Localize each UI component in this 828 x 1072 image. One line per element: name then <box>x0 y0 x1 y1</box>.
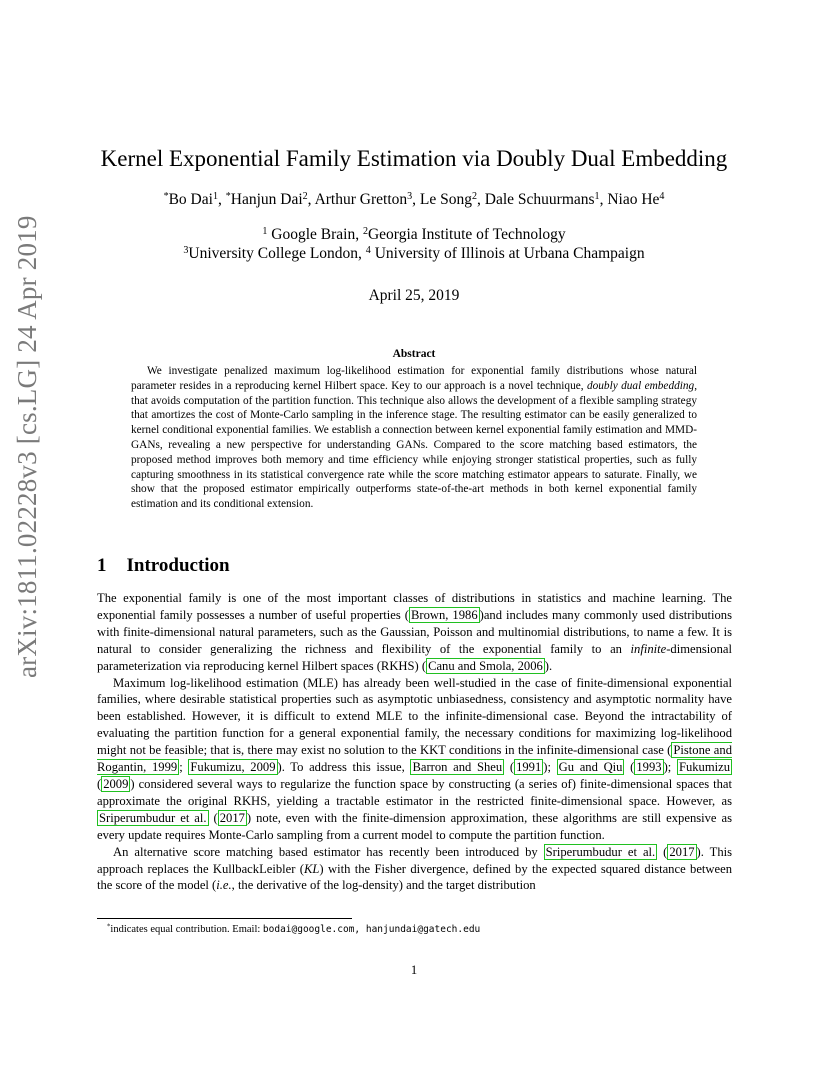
author-list: *Bo Dai$^1$, *Hanjun Dai$^2$, Arthur Gretton$^3$, Le Song$^2$, Dale Schuurmans$^1$, Niao He$^4$ <box>163 190 665 208</box>
author <box>226 191 308 208</box>
text-run: ; <box>179 760 189 775</box>
text-run: ( <box>624 760 635 775</box>
text-run: ( <box>504 760 515 775</box>
text-run: ); <box>663 760 677 775</box>
section-title: Introduction <box>126 555 230 576</box>
author-name: Niao He <box>607 191 660 208</box>
citation-link[interactable]: 2009 <box>103 776 129 791</box>
text-run: ( <box>657 844 668 859</box>
equal-contribution-mark: * <box>163 190 169 202</box>
text-run: ) considered several ways to regularize the function space by constructing (a series of) finite-dimensional spaces that approximate the original RKHS, yielding a tractable estimator in the restricted finite-dimensional space. However, as <box>97 776 732 808</box>
author-affiliation-mark: 1 <box>212 190 218 202</box>
author-name: Bo Dai <box>168 191 213 208</box>
author-affiliation-mark: 1 <box>594 190 600 202</box>
footnote <box>107 924 480 935</box>
footnote-email: bodai@google.com, hanjundai@gatech.edu <box>262 924 481 935</box>
citation-link[interactable]: 1993 <box>636 760 662 775</box>
text-run: -dimensional parameterization via reproducing kernel Hilbert spaces (RKHS) ( <box>97 641 732 673</box>
text-run: We investigate penalized maximum log-likelihood estimation for exponential family distributions whose natural parameter resides in a reproducing kernel Hilbert space. Key to our approach is a novel technique, <box>131 365 697 392</box>
footnote-mark: * <box>107 923 111 931</box>
text-run: )and includes many commonly used distributions with finite-dimensional natural parameters, such as the Gaussian, Poisson and multinomial distributions, to name a few. It is natural to consider generalizing the richness and flexibility of the exponential family to an <box>97 607 732 656</box>
text-run: , the derivative of the log-density) and the target distribution <box>231 878 536 893</box>
citation-link[interactable]: Sriperumbudur et al. <box>545 844 656 859</box>
citation-link[interactable]: Pistone and Rogantin, 1999 <box>97 743 732 775</box>
affiliation-name: University of Illinois at Urbana Champaign <box>370 245 645 262</box>
affiliation-name: University College London, <box>188 245 366 262</box>
author <box>420 191 477 208</box>
emphasized-text: KL <box>304 861 320 876</box>
page-number: 1 <box>410 963 418 977</box>
text-run: ); <box>543 760 557 775</box>
emphasized-text: i.e. <box>216 878 232 893</box>
citation-link[interactable]: 2017 <box>219 810 245 825</box>
affiliation-mark: 3 <box>183 244 189 256</box>
paragraph <box>97 844 732 895</box>
author-affiliation-mark: 4 <box>659 190 665 202</box>
author-affiliation-mark: 2 <box>472 190 478 202</box>
author <box>485 191 600 208</box>
text-run: ). This approach replaces the KullbackLeibler ( <box>97 844 733 876</box>
author-name: Arthur Gretton <box>314 191 408 208</box>
abstract-heading: Abstract <box>392 348 436 360</box>
text-run: The exponential family is one of the most important classes of distributions in statistics and machine learning. The exponential family possesses a number of useful properties ( <box>97 591 732 622</box>
author <box>164 191 218 208</box>
text-run: ). To address this issue, <box>277 760 411 775</box>
text-run: ) with the Fisher divergence, defined by the expected squared distance between the score of the model ( <box>97 861 732 893</box>
text-run: ). <box>544 658 553 673</box>
text-run: ) note, even with the finite-dimension approximation, these algorithms are still expensive as every update requires Monte-Carlo sampling from a current model to compute the partition function. <box>97 810 733 842</box>
affiliation-line-2 <box>0 244 828 264</box>
text-run: An alternative score matching based estimator has recently been introduced by <box>113 844 544 859</box>
equal-contribution-mark: * <box>225 190 231 202</box>
citation-link[interactable]: 2017 <box>669 844 695 859</box>
paragraph <box>97 590 732 675</box>
paragraph <box>97 675 732 844</box>
author <box>607 191 664 208</box>
section-number: 1 <box>97 555 107 576</box>
affiliation-name: Google Brain, <box>267 226 363 243</box>
author-affiliation-mark: 3 <box>407 190 413 202</box>
citation-link[interactable]: Brown, 1986 <box>410 607 478 622</box>
text-run: ( <box>208 810 218 825</box>
text-run: Maximum log-likelihood estimation (MLE) has already been well-studied in the case of finite-dimensional exponential families, where desirable statistical properties such as asymptotic unbiasedness, consistency and asymptotic normality have been established. However, it is difficult to extend MLE to the infinite-dimensional case. Beyond the intractability of evaluating the partition function for a general exponential family, the necessary conditions for maximizing log-likelihood might not be feasible; that is, there may exist no solution to the KKT conditions in the infinite-dimensional case ( <box>97 675 732 758</box>
emphasized-text: infinite <box>630 641 667 656</box>
text-run: , that avoids computation of the partition function. This technique also allows the development of a flexible sampling strategy that amortizes the cost of Monte-Carlo sampling in the inference stage. The resulting estimator can be easily generalized to kernel conditional exponential families. We establish a connection between kernel exponential family estimation and MMD-GANs, revealing a new perspective for understanding GANs. Compared to the score matching based estimators, the proposed method improves both memory and time efficiency while enjoying stronger statistical properties, such as fully capturing smoothness in its statistical convergence rate while the score matching estimator appears to saturate. Finally, we show that the proposed estimator empirically outperforms state-of-the-art methods in both kernel exponential family estimation and its conditional extension. <box>131 379 698 511</box>
affiliation-mark: 2 <box>362 225 368 237</box>
citation-link[interactable]: Fukumizu, 2009 <box>190 760 276 775</box>
author-name: Dale Schuurmans <box>484 191 595 208</box>
footnote-rule <box>97 918 352 919</box>
affiliation-mark: 4 <box>365 244 371 256</box>
text-run: ( <box>97 776 102 791</box>
citation-link[interactable]: Sriperumbudur et al. <box>99 810 207 825</box>
author-name: Le Song <box>419 191 472 208</box>
arxiv-stamp: arXiv:1811.02228v3 [cs.LG] 24 Apr 2019 <box>12 215 42 678</box>
affiliation-line-1 <box>0 225 828 245</box>
author-name: Hanjun Dai <box>230 191 303 208</box>
footnote-text: indicates equal contribution. Email: <box>110 924 263 935</box>
introduction-body <box>97 590 732 894</box>
citation-link[interactable]: Canu and Smola, 2006 <box>428 658 543 673</box>
affiliation-mark: 1 <box>262 225 268 237</box>
author-affiliation-mark: 2 <box>302 190 308 202</box>
paper-title: Kernel Exponential Family Estimation via Doubly Dual Embedding <box>100 146 728 171</box>
citation-link[interactable]: Gu and Qiu <box>558 760 623 775</box>
citation-link[interactable]: Barron and Sheu <box>412 760 503 775</box>
citation-link[interactable]: Fukumizu <box>678 760 731 775</box>
abstract-body <box>131 364 697 512</box>
author <box>315 191 413 208</box>
citation-link[interactable]: 1991 <box>516 760 542 775</box>
emphasized-text: doubly dual embedding <box>586 379 695 392</box>
section-heading <box>97 555 230 577</box>
paper-date: April 25, 2019 <box>368 287 460 304</box>
affiliation-name: Georgia Institute of Technology <box>367 226 566 243</box>
